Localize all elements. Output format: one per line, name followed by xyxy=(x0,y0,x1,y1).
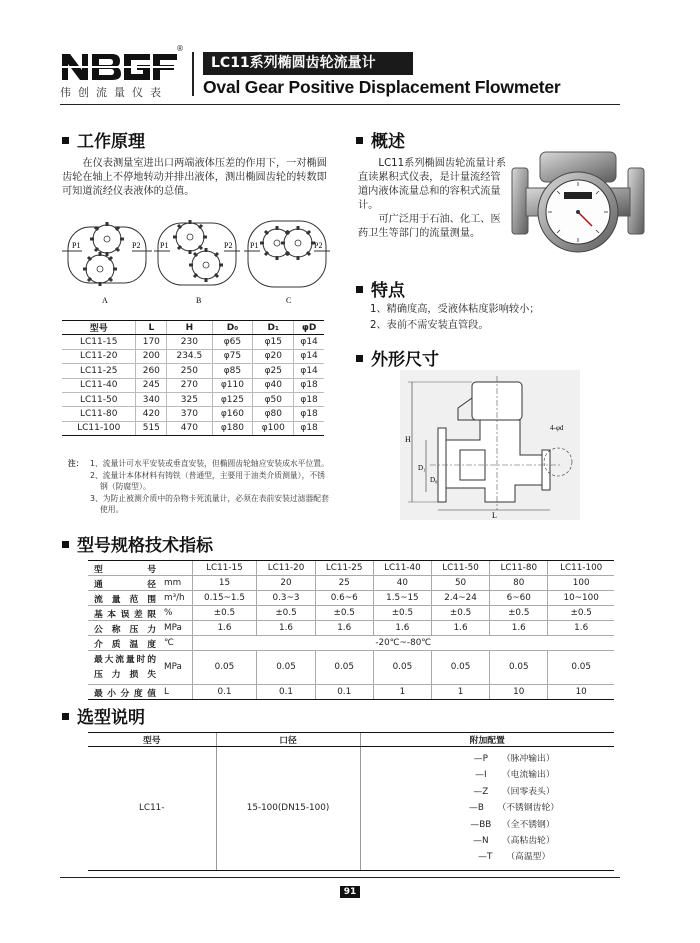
table-cell: 230 xyxy=(167,335,212,349)
label-b: B xyxy=(196,296,202,305)
spec-row xyxy=(88,651,614,685)
brand-subtitle: 伟创流量仪表 xyxy=(60,86,168,99)
spec-value: 1.6 xyxy=(315,621,373,636)
option-item xyxy=(401,784,615,800)
spec-param: 介质温度 xyxy=(88,636,162,651)
spec-row xyxy=(88,621,614,636)
header-rule xyxy=(60,104,620,105)
table-cell: 170 xyxy=(136,335,167,349)
spec-unit: MPa xyxy=(162,621,192,636)
spec-value: 40 xyxy=(373,576,431,591)
bullet-square xyxy=(62,713,69,720)
spec-value: ±0.5 xyxy=(548,606,614,621)
spec-param: 流量范围 xyxy=(88,591,162,606)
bullet-square xyxy=(356,286,363,293)
table-cell: 420 xyxy=(136,407,167,421)
note-item: 3、为防止被测介质中的杂物卡死流量计，必须在表前安装过滤器配套使用。 xyxy=(90,493,329,514)
option-code: —P xyxy=(473,754,488,764)
table-cell: LC11-40 xyxy=(62,378,136,392)
option-code: —T xyxy=(478,852,493,863)
svg-text:P2: P2 xyxy=(314,241,323,250)
label-p2: P2 xyxy=(132,241,141,250)
section-heading-spec: 型号规格技术指标 xyxy=(62,531,213,556)
option-item xyxy=(401,751,615,767)
option-desc: （高温型） xyxy=(506,852,551,863)
col-l: L xyxy=(136,321,167,335)
table-cell: φ14 xyxy=(294,349,324,363)
dim-h-label: H xyxy=(405,435,411,444)
table-cell: 325 xyxy=(167,392,212,406)
spec-unit: ℃ xyxy=(162,636,192,651)
spec-value: 1.6 xyxy=(257,621,315,636)
spec-value: LC11-80 xyxy=(490,561,548,576)
dim-hole-label: 4-φd xyxy=(550,424,564,432)
outline-dimension-drawing xyxy=(400,370,580,520)
label-c: C xyxy=(286,296,292,305)
table-cell: LC11-25 xyxy=(62,364,136,378)
col-caliber: 口径 xyxy=(216,733,360,747)
registered-mark: ® xyxy=(176,44,184,53)
table-cell: φ100 xyxy=(253,421,294,435)
page-subtitle-en: Oval Gear Positive Displacement Flowmeter xyxy=(203,77,561,97)
option-code: —I xyxy=(475,770,487,781)
table-cell: φ180 xyxy=(212,421,253,435)
option-desc: （回零表头） xyxy=(501,786,555,797)
spec-param xyxy=(88,651,162,685)
spec-value: 80 xyxy=(490,576,548,591)
overview-para-2: 可广泛用于石油、化工、医药卫生等部门的流量测量。 xyxy=(358,214,501,239)
spec-value: 15 xyxy=(192,576,257,591)
table-cell: 234.5 xyxy=(167,349,212,363)
principle-diagram xyxy=(62,207,330,307)
spec-unit: % xyxy=(162,606,192,621)
spec-value: 0.1 xyxy=(257,685,315,700)
spec-value: 0.1 xyxy=(315,685,373,700)
bullet-square xyxy=(62,541,69,548)
bullet-square xyxy=(62,137,69,144)
selection-model: LC11- xyxy=(88,747,216,871)
spec-value: 1.6 xyxy=(548,621,614,636)
dim-l-label: L xyxy=(492,511,497,520)
table-cell: φ50 xyxy=(253,392,294,406)
spec-param-line: 压力损失 xyxy=(94,669,156,680)
spec-value: 0.05 xyxy=(315,651,373,685)
spec-value: LC11-20 xyxy=(257,561,315,576)
spec-value: 0.05 xyxy=(192,651,257,685)
table-cell: 260 xyxy=(136,364,167,378)
table-cell: φ18 xyxy=(294,378,324,392)
spec-value: 6~60 xyxy=(490,591,548,606)
spec-value: 10 xyxy=(490,685,548,700)
spec-value: 0.6~6 xyxy=(315,591,373,606)
spec-value: LC11-25 xyxy=(315,561,373,576)
spec-value: ±0.5 xyxy=(431,606,489,621)
spec-value: 1.5~15 xyxy=(373,591,431,606)
spec-value: ±0.5 xyxy=(315,606,373,621)
option-code: —Z xyxy=(473,786,489,797)
spec-value: 0.05 xyxy=(257,651,315,685)
spec-row xyxy=(88,636,614,651)
option-code: —N xyxy=(473,835,489,846)
table-cell: φ125 xyxy=(212,392,253,406)
table-cell: φ18 xyxy=(294,407,324,421)
table-row xyxy=(62,407,324,421)
table-cell: 245 xyxy=(136,378,167,392)
option-item xyxy=(401,849,615,865)
table-cell: 470 xyxy=(167,421,212,435)
svg-text:P1: P1 xyxy=(250,241,259,250)
option-desc: （电流输出） xyxy=(501,770,555,781)
table-row xyxy=(62,378,324,392)
spec-row xyxy=(88,606,614,621)
overview-text xyxy=(358,157,508,241)
spec-row xyxy=(88,561,614,576)
spec-value: 0.3~3 xyxy=(257,591,315,606)
table-row xyxy=(62,349,324,363)
table-cell: φ25 xyxy=(253,364,294,378)
option-code: —BB xyxy=(470,819,492,830)
table-cell: LC11-80 xyxy=(62,407,136,421)
table-cell: LC11-100 xyxy=(62,421,136,435)
feature-item: 1、精确度高，受液体粘度影响较小； xyxy=(370,304,540,315)
spec-value: LC11-15 xyxy=(192,561,257,576)
spec-value: 1.6 xyxy=(192,621,257,636)
spec-value: 10~100 xyxy=(548,591,614,606)
option-desc: （不锈钢齿轮） xyxy=(497,803,560,814)
overview-para-1: LC11系列椭圆齿轮流量计系直读累积式仪表，是计量流经管道内液体流量总和的容积式流量计。 xyxy=(358,158,507,211)
table-cell: φ18 xyxy=(294,392,324,406)
col-d0: D₀ xyxy=(212,321,253,335)
spec-param: 基本误差限 xyxy=(88,606,162,621)
option-item xyxy=(401,833,615,849)
table-header-row xyxy=(88,733,614,747)
spec-param-line: 最大流量时的 xyxy=(94,654,156,665)
table-cell: φ40 xyxy=(253,378,294,392)
table-cell: φ80 xyxy=(253,407,294,421)
svg-text:P2: P2 xyxy=(224,241,233,250)
section-heading-overview: 概述 xyxy=(356,127,405,152)
footer-rule xyxy=(60,877,620,878)
spec-unit: mm xyxy=(162,576,192,591)
note-item: 1、流量计可水平安装或垂直安装，但椭圆齿轮轴应安装成水平位置。 xyxy=(90,459,329,468)
diagram-a xyxy=(62,222,152,305)
dim-d1-label: D₁ xyxy=(418,464,426,472)
spec-value: 0.1 xyxy=(192,685,257,700)
spec-unit: m³/h xyxy=(162,591,192,606)
option-desc: （全不锈钢） xyxy=(501,819,555,830)
table-cell: 250 xyxy=(167,364,212,378)
notes xyxy=(68,458,330,516)
spec-value: 0.05 xyxy=(490,651,548,685)
spec-row xyxy=(88,685,614,700)
spec-value: LC11-100 xyxy=(548,561,614,576)
col-model: 型号 xyxy=(88,733,216,747)
spec-value: LC11-40 xyxy=(373,561,431,576)
table-cell: 515 xyxy=(136,421,167,435)
section-heading-principle: 工作原理 xyxy=(62,127,145,152)
col-model: 型号 xyxy=(62,321,136,335)
spec-row xyxy=(88,591,614,606)
spec-merged-value: -20℃~-80℃ xyxy=(192,636,614,651)
spec-value: ±0.5 xyxy=(257,606,315,621)
col-options: 附加配置 xyxy=(360,733,614,747)
spec-unit xyxy=(162,561,192,576)
spec-value: LC11-50 xyxy=(431,561,489,576)
section-heading-selection: 选型说明 xyxy=(62,703,145,728)
table-cell: 370 xyxy=(167,407,212,421)
table-cell: φ14 xyxy=(294,364,324,378)
table-row xyxy=(62,392,324,406)
table-cell: φ20 xyxy=(253,349,294,363)
spec-param: 通径 xyxy=(88,576,162,591)
spec-value: 20 xyxy=(257,576,315,591)
dim-d0-label: D₀ xyxy=(430,476,438,484)
table-cell: φ65 xyxy=(212,335,253,349)
section-heading-features: 特点 xyxy=(356,276,405,301)
table-cell: LC11-15 xyxy=(62,335,136,349)
svg-text:P1: P1 xyxy=(160,241,169,250)
table-row xyxy=(88,747,614,871)
spec-value: 1.6 xyxy=(373,621,431,636)
spec-value: 0.05 xyxy=(548,651,614,685)
table-row xyxy=(62,364,324,378)
principle-text: 在仪表测量室进出口两端液体压差的作用下，一对椭圆齿轮在轴上不停地转动并排出液体，测出椭圆齿轮的转数即可知道流经仪表液体的总值。 xyxy=(62,158,327,197)
spec-value: 0.05 xyxy=(431,651,489,685)
table-row xyxy=(62,421,324,435)
option-item xyxy=(401,800,615,816)
dimensions-table-body xyxy=(62,335,324,436)
dimensions-table xyxy=(62,320,324,436)
label-a: A xyxy=(102,296,108,305)
spec-unit: MPa xyxy=(162,651,192,685)
bullet-square xyxy=(356,137,363,144)
features-list xyxy=(370,302,610,334)
table-cell: φ14 xyxy=(294,335,324,349)
diagram-b xyxy=(154,220,240,305)
spec-value: 100 xyxy=(548,576,614,591)
table-cell: 270 xyxy=(167,378,212,392)
option-item xyxy=(401,817,615,833)
table-cell: φ110 xyxy=(212,378,253,392)
bullet-square xyxy=(356,355,363,362)
table-cell: 200 xyxy=(136,349,167,363)
section-heading-outline: 外形尺寸 xyxy=(356,345,439,370)
option-code: —B xyxy=(469,803,484,814)
table-cell: φ15 xyxy=(253,335,294,349)
page-title: LC11系列椭圆齿轮流量计 xyxy=(203,52,413,75)
selection-caliber: 15-100(DN15-100) xyxy=(216,747,360,871)
spec-value: ±0.5 xyxy=(373,606,431,621)
spec-value: ±0.5 xyxy=(490,606,548,621)
logo-mark xyxy=(60,50,178,82)
spec-value: 2.4~24 xyxy=(431,591,489,606)
spec-unit: L xyxy=(162,685,192,700)
diagram-c xyxy=(244,221,330,305)
page-number: 91 xyxy=(340,886,360,898)
table-cell: LC11-50 xyxy=(62,392,136,406)
spec-value: 1 xyxy=(431,685,489,700)
spec-value: 1 xyxy=(373,685,431,700)
spec-param: 公称压力 xyxy=(88,621,162,636)
spec-value: 1.6 xyxy=(431,621,489,636)
header-divider xyxy=(192,52,194,96)
option-desc: （高粘齿轮） xyxy=(501,835,555,846)
spec-value: 0.05 xyxy=(373,651,431,685)
table-cell: 340 xyxy=(136,392,167,406)
spec-value: ±0.5 xyxy=(192,606,257,621)
option-item xyxy=(401,767,615,783)
col-d1: D₁ xyxy=(253,321,294,335)
spec-param: 型号 xyxy=(88,561,162,576)
table-row xyxy=(62,335,324,349)
table-cell: φ85 xyxy=(212,364,253,378)
notes-label: 注： xyxy=(68,459,84,468)
flowmeter-product-image xyxy=(510,150,650,270)
table-cell: φ75 xyxy=(212,349,253,363)
selection-table xyxy=(88,732,614,871)
spec-value: 0.15~1.5 xyxy=(192,591,257,606)
feature-item: 2、表前不需安装直管段。 xyxy=(370,320,489,331)
label-p1: P1 xyxy=(72,241,81,250)
table-cell: φ160 xyxy=(212,407,253,421)
spec-value: 1.6 xyxy=(490,621,548,636)
note-item: 2、流量计本体材料有铸铁（普通型，主要用于油类介质测量），不锈钢（防腐型）。 xyxy=(90,470,325,491)
col-h: H xyxy=(167,321,212,335)
table-header-row xyxy=(62,321,324,335)
spec-row xyxy=(88,576,614,591)
spec-table xyxy=(88,560,614,700)
selection-options xyxy=(360,747,614,871)
spec-value: 50 xyxy=(431,576,489,591)
spec-value: 25 xyxy=(315,576,373,591)
col-phid: φD xyxy=(294,321,324,335)
option-desc: （脉冲输出） xyxy=(501,754,555,764)
table-cell: φ18 xyxy=(294,421,324,435)
spec-param: 最小分度值 xyxy=(88,685,162,700)
table-cell: LC11-20 xyxy=(62,349,136,363)
spec-value: 10 xyxy=(548,685,614,700)
brand-logo xyxy=(60,50,180,100)
spec-table-body xyxy=(88,561,614,700)
